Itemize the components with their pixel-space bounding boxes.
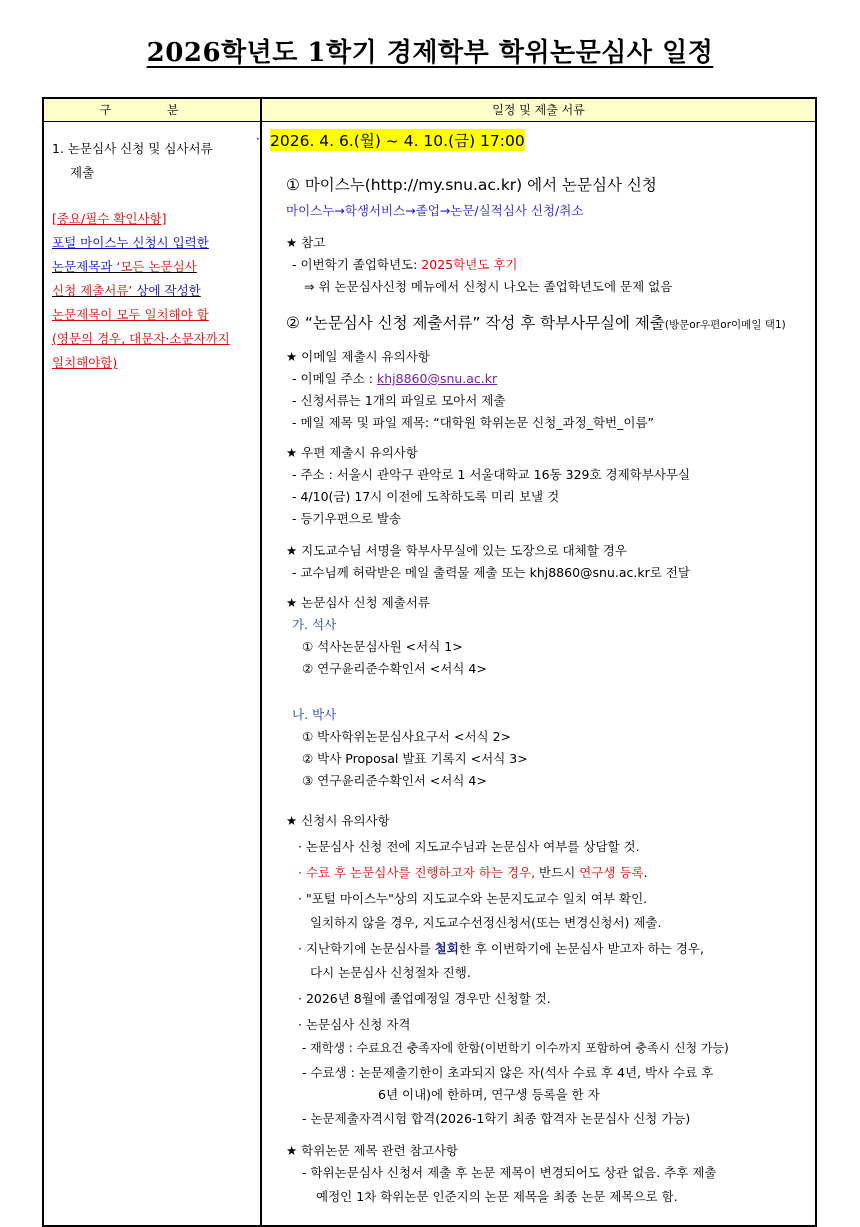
- stamp-line-1: - 교수님께 허락받은 메일 출력물 제출 또는 khj8860@snu.ac.kr로 전달: [292, 565, 690, 580]
- phd-doc-3: ③ 연구윤리준수확인서 <서식 4>: [302, 773, 487, 788]
- email-label: - 이메일 주소 :: [292, 371, 377, 386]
- post-line-3: - 등기우편으로 발송: [292, 511, 402, 526]
- caution-2-red-b: 연구생 등록: [579, 865, 644, 880]
- ref-value: 2025학년도 후기: [421, 257, 518, 272]
- caution-6-line-1: - 재학생 : 수료요건 충족자에 한함(이번학기 이수까지 포함하여 충족시 신청 가능): [302, 1041, 729, 1055]
- email-line-2: - 신청서류는 1개의 파일로 모아서 제출: [292, 393, 506, 408]
- title-ref-line-1: - 학위논문심사 신청서 제출 후 논문 제목이 변경되어도 상관 없음. 추후 제출: [302, 1165, 717, 1180]
- caution-4-a: · 지난학기에 논문심사를: [298, 941, 435, 956]
- category-item: 1. 논문심사 신청 및 심사서류: [52, 141, 213, 156]
- step-2: [286, 311, 786, 333]
- caution-3b: 일치하지 않을 경우, 지도교수선정신청서(또는 변경신청서) 제출.: [310, 915, 662, 930]
- caution-6-line-2: - 수료생 : 논문제출기한이 초과되지 않은 자(석사 수료 후 4년, 박사 수료 후: [302, 1065, 714, 1080]
- docs-heading: ★ 논문심사 신청 제출서류: [286, 595, 430, 610]
- bullet: ·: [256, 131, 260, 146]
- header-schedule: 일정 및 제출 서류: [492, 103, 585, 117]
- column-divider: [260, 99, 262, 1225]
- ref-heading: ★ 참고: [286, 235, 326, 250]
- caution-5: · 2026년 8월에 졸업예정일 경우만 신청할 것.: [298, 991, 551, 1006]
- caution-4: [298, 939, 704, 957]
- step-2-text: ② “논문심사 신청 제출서류” 작성 후 학부사무실에 제출: [286, 314, 665, 332]
- email-heading: ★ 이메일 제출시 유의사항: [286, 349, 430, 364]
- title-ref-heading: ★ 학위논문 제목 관련 참고사항: [286, 1143, 459, 1158]
- caution-1: · 논문심사 신청 전에 지도교수님과 논문심사 여부를 상담할 것.: [298, 839, 640, 854]
- step-1-path: 마이스누→학생서비스→졸업→논문/실적심사 신청/취소: [286, 203, 584, 218]
- phd-heading: 나. 박사: [292, 707, 337, 722]
- caution-2-text: 반드시: [535, 865, 580, 880]
- header-category: 구 분: [99, 103, 205, 117]
- post-heading: ★ 우편 제출시 유의사항: [286, 445, 418, 460]
- page-title: 2026학년도 1학기 경제학부 학위논문심사 일정: [146, 38, 714, 68]
- notice-line-5: (영문의 경우, 대문자·소문자까지: [52, 331, 230, 346]
- notice-line-6: 일치해야함): [52, 355, 118, 370]
- notice-text: 상에 작성한: [132, 283, 201, 298]
- ref-label: - 이번학기 졸업학년도:: [292, 257, 422, 272]
- caution-4d: 다시 논문심사 신청절차 진행.: [310, 965, 471, 980]
- phd-doc-2: ② 박사 Proposal 발표 기록지 <서식 3>: [302, 751, 528, 766]
- post-line-2: - 4/10(금) 17시 이전에 도착하도록 미리 보낼 것: [292, 489, 560, 504]
- category-item-cont: 제출: [70, 165, 95, 180]
- caution-4-b: 철회: [434, 941, 459, 956]
- category-cell: [52, 137, 258, 375]
- notice-text: 논문제목과: [52, 259, 117, 274]
- notice-line-2: [52, 255, 258, 279]
- caution-heading: ★ 신청시 유의사항: [286, 813, 390, 828]
- ref-line-1: [292, 255, 518, 273]
- email-link[interactable]: khj8860@snu.ac.kr: [377, 371, 498, 386]
- master-doc-2: ② 연구윤리준수확인서 <서식 4>: [302, 661, 487, 676]
- phd-doc-1: ① 박사학위논문심사요구서 <서식 2>: [302, 729, 512, 744]
- ref-line-2: ⇒ 위 논문심사신청 메뉴에서 신청시 나오는 졸업학년도에 문제 없음: [304, 279, 673, 294]
- caution-4-c: 한 후 이번학기에 논문심사 받고자 하는 경우,: [458, 941, 704, 956]
- stamp-heading: ★ 지도교수님 서명을 학부사무실에 있는 도장으로 대체할 경우: [286, 543, 627, 558]
- notice-line-4: 논문제목이 모두 일치해야 함: [52, 307, 209, 322]
- step-2-note: (방문or우편or이메일 택1): [664, 319, 786, 331]
- submission-period: 2026. 4. 6.(월) ~ 4. 10.(금) 17:00: [270, 129, 525, 151]
- schedule-table: [42, 97, 817, 1227]
- email-line-1: [292, 369, 497, 387]
- caution-3: · "포털 마이스누"상의 지도교수와 논문지도교수 일치 여부 확인.: [298, 891, 648, 906]
- caution-2: [298, 863, 648, 881]
- step-1: ① 마이스누(http://my.snu.ac.kr) 에서 논문심사 신청: [286, 176, 657, 194]
- notice-line-1: 포털 마이스누 신청시 입력한: [52, 235, 209, 250]
- title-ref-line-2: 예정인 1차 학위논문 인준지의 논문 제목을 최종 논문 제목으로 함.: [316, 1189, 678, 1204]
- caution-2-red: · 수료 후 논문심사를 진행하고자 하는 경우,: [298, 865, 536, 880]
- master-heading: 가. 석사: [292, 617, 337, 632]
- caution-2-end: .: [643, 865, 648, 880]
- notice-heading: [중요/필수 확인사항]: [52, 211, 167, 226]
- notice-text-red: ‘모든 논문심사: [116, 259, 197, 274]
- caution-6: · 논문심사 신청 자격: [298, 1017, 411, 1032]
- caution-6-line-3: - 논문제출자격시험 합격(2026-1학기 최종 합격자 논문심사 신청 가능): [302, 1111, 691, 1126]
- notice-text-red: 신청 제출서류’: [52, 283, 133, 298]
- table-header: [44, 99, 815, 122]
- email-line-3: - 메일 제목 및 파일 제목: “대학원 학위논문 신청_과정_학번_이름”: [292, 415, 655, 430]
- master-doc-1: ① 석사논문심사원 <서식 1>: [302, 639, 463, 654]
- caution-6-line-2b: 6년 이내)에 한하며, 연구생 등록을 한 자: [378, 1087, 600, 1102]
- notice-line-3: [52, 279, 258, 303]
- post-line-1: - 주소 : 서울시 관악구 관악로 1 서울대학교 16동 329호 경제학부사무실: [292, 467, 691, 482]
